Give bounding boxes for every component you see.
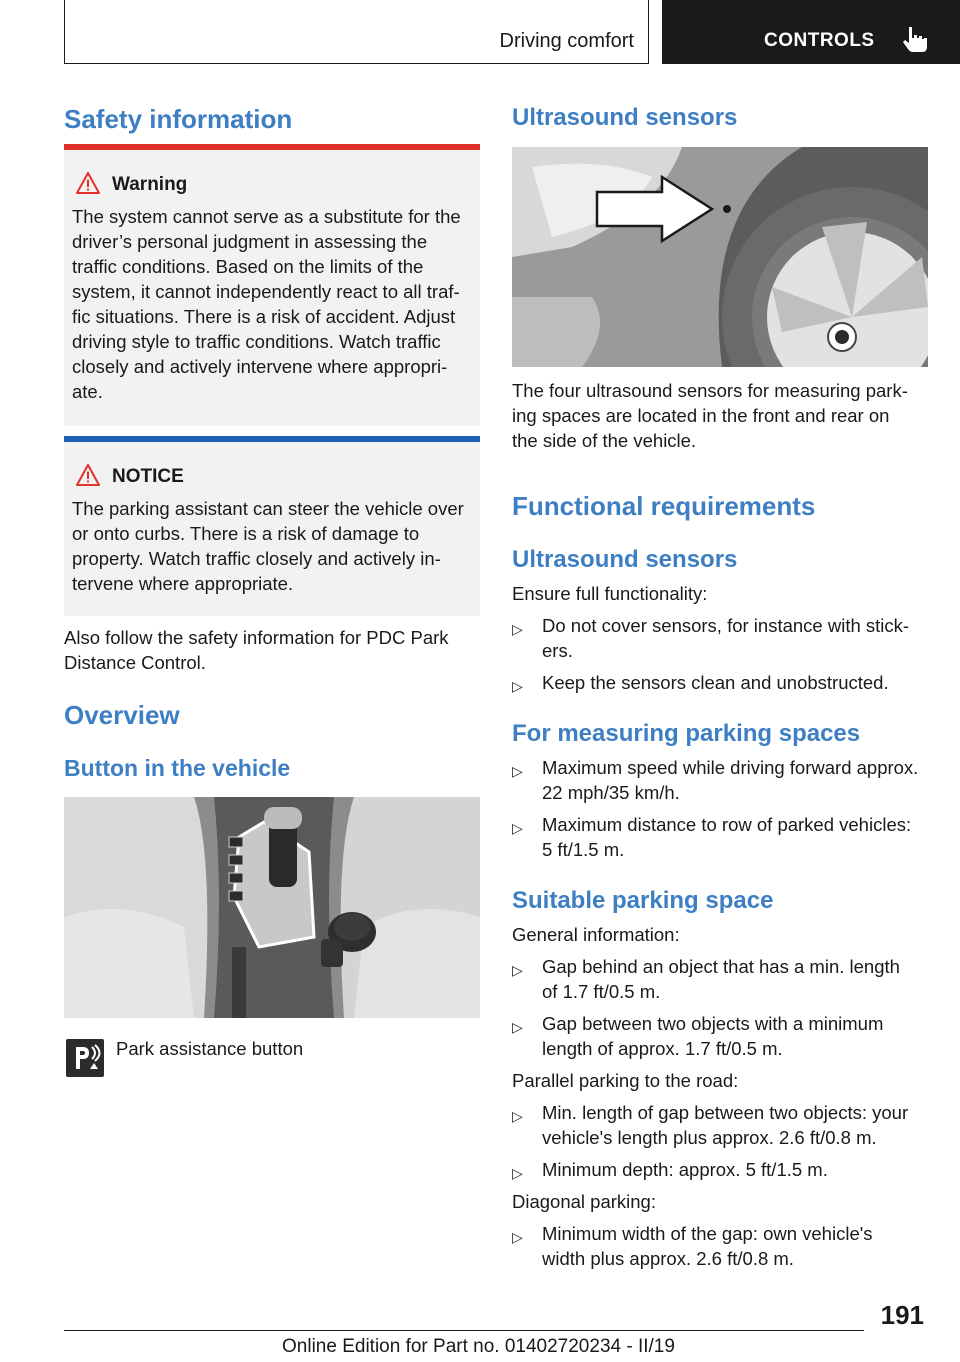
suitable-heading: Suitable parking space [512,887,774,914]
header-section-title: Driving comfort [499,30,634,52]
list-item-text: Gap behind an object that has a min. length of 1.7 ft/0.5 m. [542,956,900,1002]
functional-heading: Functional requirements [512,491,816,521]
warning-line: closely and actively intervene where appropri‐ [72,356,448,377]
list-item-text: Min. length of gap between two objects: your vehicle's length plus approx. 2.6 ft/0.8 m. [542,1102,909,1148]
ensure-text: Ensure full functionality: [512,583,708,604]
center-console-image [64,797,480,1018]
list-item-text: Minimum depth: approx. 5 ft/1.5 m. [542,1159,828,1180]
overview-heading: Overview [64,700,180,730]
park-assist-button-icon [66,1039,104,1077]
pointing-hand-icon [900,24,930,54]
ultrasound-line: The four ultrasound sensors for measuring park‐ [512,380,908,401]
notice-title: NOTICE [112,466,184,487]
bullet-marker: ▷ [512,1165,523,1181]
parallel-text: Parallel parking to the road: [512,1070,739,1091]
list-item [512,954,932,1004]
list-item-text: Gap between two objects with a minimum length of approx. 1.7 ft/0.5 m. [542,1013,884,1059]
list-item [512,755,932,805]
notice-triangle-icon [76,464,100,486]
notice-box [64,436,480,616]
list-item-text: Keep the sensors clean and unobstructed. [542,672,889,693]
footer-edition: Online Edition for Part no. 01402720234 - II/19 [282,1336,675,1357]
list-item [512,1157,932,1182]
ultrasound-heading: Ultrasound sensors [512,104,738,131]
ultrasound-line: the side of the vehicle. [512,430,697,451]
warning-line: system, it cannot independently react to all traf‐ [72,281,460,302]
notice-line: The parking assistant can steer the vehicle over [72,498,464,519]
header-chapter-tab [662,0,960,64]
bullet-marker: ▷ [512,1108,523,1124]
ultrasound-subheading: Ultrasound sensors [512,546,738,573]
safety-heading: Safety information [64,104,293,134]
page-number: 191 [880,1300,924,1330]
button-heading: Button in the vehicle [64,755,291,781]
notice-text [72,496,478,596]
list-item [512,613,932,663]
warning-bar [64,144,480,150]
park-assist-caption: Park assistance button [116,1038,304,1059]
also-follow-line: Distance Control. [64,652,206,673]
warning-line: driving style to traffic conditions. Watch traffic [72,331,441,352]
notice-line: property. Watch traffic closely and actively in‐ [72,548,441,569]
notice-line: tervene where appropriate. [72,573,294,594]
list-item-text: Maximum distance to row of parked vehicles: 5 ft/1.5 m. [542,814,912,860]
warning-title: Warning [112,174,188,195]
list-item [512,812,932,862]
notice-bar [64,436,480,442]
list-item [512,1221,932,1271]
bullet-marker: ▷ [512,763,523,779]
also-follow-line: Also follow the safety information for PDC Park [64,627,449,648]
ultrasound-sensor-image [512,147,928,367]
header-chapter-title: CONTROLS [764,30,875,51]
warning-line: ate. [72,381,103,402]
list-item-text: Minimum width of the gap: own vehicle's width plus approx. 2.6 ft/0.8 m. [542,1223,873,1269]
bullet-marker: ▷ [512,678,523,694]
warning-triangle-icon [76,172,100,194]
notice-line: or onto curbs. There is a risk of damage to [72,523,420,544]
general-info-text: General information: [512,924,680,945]
ultrasound-text [512,378,932,453]
warning-text [72,204,478,404]
bullet-marker: ▷ [512,820,523,836]
bullet-marker: ▷ [512,962,523,978]
bullet-marker: ▷ [512,1019,523,1035]
list-item-text: Do not cover sensors, for instance with stick‐ ers. [542,615,910,661]
warning-line: traffic conditions. Based on the limits of the [72,256,424,277]
measuring-heading: For measuring parking spaces [512,720,861,747]
diagonal-text: Diagonal parking: [512,1191,656,1212]
warning-line: driver’s personal judgment in assessing the [72,231,428,252]
list-item [512,1100,932,1150]
bullet-marker: ▷ [512,1229,523,1245]
ultrasound-line: ing spaces are located in the front and rear on [512,405,890,426]
footer-divider [64,1330,864,1331]
warning-line: The system cannot serve as a substitute for the [72,206,461,227]
bullet-marker: ▷ [512,621,523,637]
warning-line: fic situations. There is a risk of accident. Adjust [72,306,456,327]
header-section-box [64,0,649,64]
list-item [512,1011,932,1061]
list-item-text: Maximum speed while driving forward approx. 22 mph/35 km/h. [542,757,919,803]
list-item [512,670,932,695]
also-follow-text [64,625,480,675]
warning-box [64,144,480,426]
